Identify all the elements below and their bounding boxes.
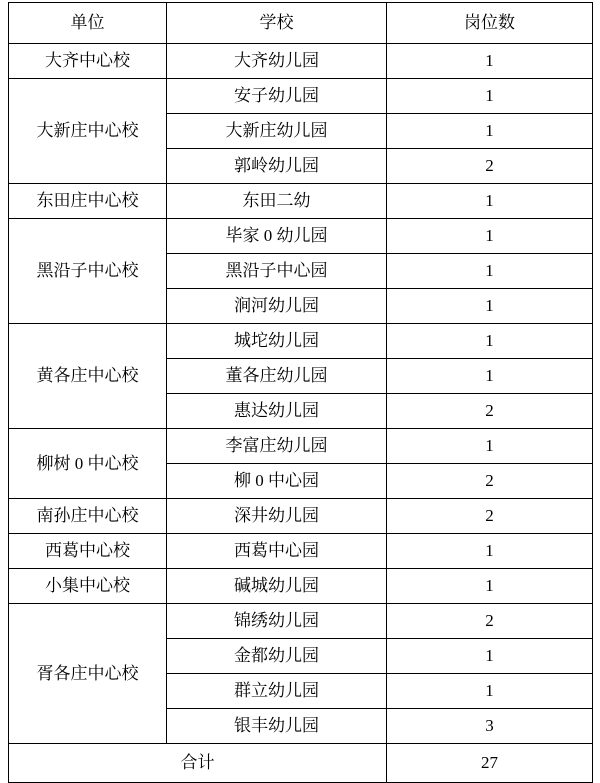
count-cell: 2 <box>387 464 593 499</box>
count-cell: 1 <box>387 324 593 359</box>
table-row <box>9 569 593 604</box>
count-cell: 1 <box>387 359 593 394</box>
count-cell: 2 <box>387 149 593 184</box>
total-row <box>9 744 593 783</box>
unit-cell: 大新庄中心校 <box>9 79 167 184</box>
table-row <box>9 534 593 569</box>
total-count: 27 <box>387 744 593 783</box>
column-header-unit: 单位 <box>9 3 167 44</box>
count-cell: 1 <box>387 569 593 604</box>
count-cell: 2 <box>387 604 593 639</box>
count-cell: 1 <box>387 79 593 114</box>
table-row <box>9 429 593 464</box>
count-cell: 3 <box>387 709 593 744</box>
count-cell: 1 <box>387 184 593 219</box>
school-cell: 柳 0 中心园 <box>167 464 387 499</box>
school-cell: 深井幼儿园 <box>167 499 387 534</box>
school-cell: 涧河幼儿园 <box>167 289 387 324</box>
table-row <box>9 324 593 359</box>
school-cell: 东田二幼 <box>167 184 387 219</box>
school-cell: 大齐幼儿园 <box>167 44 387 79</box>
school-cell: 惠达幼儿园 <box>167 394 387 429</box>
unit-cell: 大齐中心校 <box>9 44 167 79</box>
unit-cell: 西葛中心校 <box>9 534 167 569</box>
unit-cell: 黄各庄中心校 <box>9 324 167 429</box>
unit-cell: 柳树 0 中心校 <box>9 429 167 499</box>
school-cell: 大新庄幼儿园 <box>167 114 387 149</box>
count-cell: 1 <box>387 219 593 254</box>
unit-cell: 东田庄中心校 <box>9 184 167 219</box>
column-header-school: 学校 <box>167 3 387 44</box>
school-cell: 董各庄幼儿园 <box>167 359 387 394</box>
school-cell: 碱城幼儿园 <box>167 569 387 604</box>
count-cell: 1 <box>387 254 593 289</box>
count-cell: 1 <box>387 44 593 79</box>
school-cell: 银丰幼儿园 <box>167 709 387 744</box>
count-cell: 1 <box>387 114 593 149</box>
table-row <box>9 44 593 79</box>
table-row <box>9 219 593 254</box>
table-body <box>9 3 593 783</box>
count-cell: 2 <box>387 394 593 429</box>
count-cell: 1 <box>387 429 593 464</box>
count-cell: 2 <box>387 499 593 534</box>
table-row <box>9 184 593 219</box>
school-cell: 城坨幼儿园 <box>167 324 387 359</box>
job-positions-table <box>8 2 593 783</box>
column-header-count: 岗位数 <box>387 3 593 44</box>
table-row <box>9 79 593 114</box>
table-row <box>9 604 593 639</box>
school-cell: 安子幼儿园 <box>167 79 387 114</box>
table-header-row <box>9 3 593 44</box>
unit-cell: 胥各庄中心校 <box>9 604 167 744</box>
unit-cell: 南孙庄中心校 <box>9 499 167 534</box>
school-cell: 黑沿子中心园 <box>167 254 387 289</box>
unit-cell: 小集中心校 <box>9 569 167 604</box>
count-cell: 1 <box>387 674 593 709</box>
school-cell: 西葛中心园 <box>167 534 387 569</box>
table-row <box>9 499 593 534</box>
unit-cell: 黑沿子中心校 <box>9 219 167 324</box>
school-cell: 毕家 0 幼儿园 <box>167 219 387 254</box>
school-cell: 郭岭幼儿园 <box>167 149 387 184</box>
count-cell: 1 <box>387 289 593 324</box>
count-cell: 1 <box>387 639 593 674</box>
school-cell: 锦绣幼儿园 <box>167 604 387 639</box>
school-cell: 金都幼儿园 <box>167 639 387 674</box>
total-label: 合计 <box>9 744 387 783</box>
school-cell: 李富庄幼儿园 <box>167 429 387 464</box>
school-cell: 群立幼儿园 <box>167 674 387 709</box>
count-cell: 1 <box>387 534 593 569</box>
